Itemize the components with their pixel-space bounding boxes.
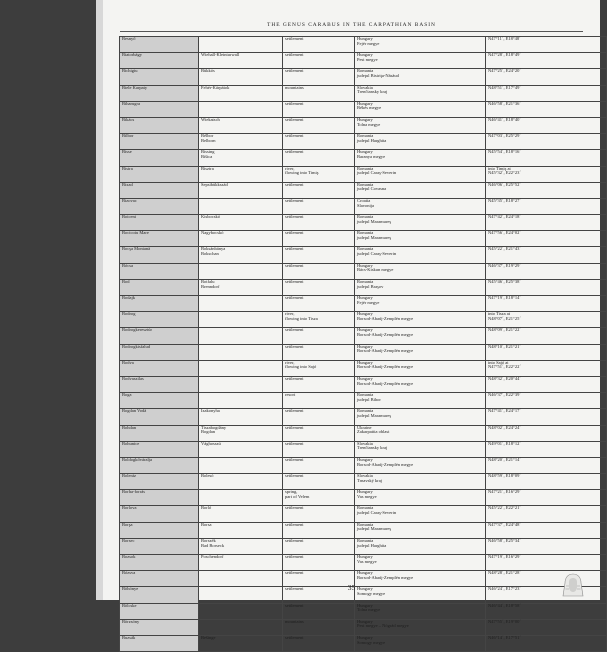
book-page (103, 0, 600, 645)
country-region-cell: Hungary Fejér megye (355, 296, 486, 312)
coordinates-cell: N46°41´, E18°40´ (486, 117, 607, 133)
alternative-names-cell: Kisbocskó (199, 215, 283, 231)
country-region-cell: Romania judeţul Harghita (355, 134, 486, 150)
coordinates-cell: N46°44´, E18°58´ (486, 603, 607, 619)
locality-type-cell: settlement (283, 198, 355, 214)
alternative-names-cell: Izakonyha (199, 409, 283, 425)
alternative-names-cell (199, 619, 283, 635)
locality-name-cell: Bistra (120, 166, 199, 182)
alternative-names-cell (199, 37, 283, 53)
country-region-cell: Slovakia Trnavský kraj (355, 474, 486, 490)
table-row (120, 166, 607, 182)
country-region-cell: Romania judeţul Maramureş (355, 522, 486, 538)
alternative-names-cell: Bisztra (199, 166, 283, 182)
locality-name-cell: Boiceni (120, 215, 199, 231)
running-head: THE GENUS CARABUS IN THE CARPATHIAN BASIN (267, 22, 436, 28)
coordinates-cell: N48°59´, E18°09´ (486, 474, 607, 490)
table-row (120, 457, 607, 473)
coordinates-cell: N48°10´, E21°21´ (486, 344, 607, 360)
locality-name-cell: Bohunice (120, 441, 199, 457)
locality-name-cell: Boldogkőváralja (120, 457, 199, 473)
table-row (120, 425, 607, 441)
country-region-cell: Romania judeţul Maramureş (355, 409, 486, 425)
locality-type-cell: settlement (283, 344, 355, 360)
locality-type-cell: settlement (283, 150, 355, 166)
table-row (120, 263, 607, 279)
coordinates-cell: N46°24´, E17°23´ (486, 587, 607, 603)
locality-type-cell: settlement (283, 571, 355, 587)
country-region-cell: Slovakia Trenčiansky kraj (355, 441, 486, 457)
locality-name-cell: Bodajk (120, 296, 199, 312)
alternative-names-cell (199, 296, 283, 312)
country-region-cell: Hungary Pest megye – Nógrád megye (355, 619, 486, 635)
locality-name-cell: Boleráz (120, 474, 199, 490)
locality-name-cell: Böhönye (120, 587, 199, 603)
locality-name-cell: Bócsa (120, 263, 199, 279)
coordinates-cell: N47°19´, E18°14´ (486, 296, 607, 312)
table-row (120, 490, 607, 506)
page-number: 35 (347, 583, 356, 592)
coordinates-cell: N48°28´, E21°28´ (486, 571, 607, 587)
country-region-cell: Romania judeţul Covasna (355, 182, 486, 198)
alternative-names-cell (199, 263, 283, 279)
table-row (120, 279, 607, 295)
coordinates-cell: N47°28´, E18°49´ (486, 53, 607, 69)
locality-name-cell: Börzsöny (120, 619, 199, 635)
country-region-cell: Romania judeţul Caraş-Severin (355, 247, 486, 263)
locality-type-cell: settlement (283, 134, 355, 150)
locality-name-cell: Bozsok (120, 555, 199, 571)
alternative-names-cell: Borszék Bad Borseck (199, 538, 283, 554)
table-row (120, 344, 607, 360)
locality-table-body (120, 37, 607, 652)
locality-name-cell: Borha-forrás (120, 490, 199, 506)
locality-name-cell: Besnyő (120, 37, 199, 53)
country-region-cell: Hungary Tolna megye (355, 603, 486, 619)
locality-type-cell: settlement (283, 474, 355, 490)
country-region-cell: Hungary Somogy megye (355, 635, 486, 651)
locality-name-cell: Bodrog (120, 312, 199, 328)
alternative-names-cell: Bélbor Belborn (199, 134, 283, 150)
country-region-cell: Hungary Borsod-Abaúj-Zemplén megye (355, 328, 486, 344)
table-row (120, 619, 607, 635)
locality-type-cell: settlement (283, 555, 355, 571)
locality-type-cell: settlement (283, 538, 355, 554)
country-region-cell: Romania judeţul Bihor (355, 393, 486, 409)
locality-type-cell: settlement (283, 231, 355, 247)
alternative-names-cell: Sepsibükkszád (199, 182, 283, 198)
locality-type-cell: settlement (283, 182, 355, 198)
alternative-names-cell: Vághosszú (199, 441, 283, 457)
alternative-names-cell (199, 101, 283, 117)
locality-type-cell: settlement (283, 587, 355, 603)
country-region-cell: Romania judeţul Caraş-Severin (355, 506, 486, 522)
locality-name-cell: Bodva (120, 360, 199, 376)
coordinates-cell: into Tisza at N48°07´, E21°25´ (486, 312, 607, 328)
locality-type-cell: settlement (283, 279, 355, 295)
locality-type-cell: settlement (283, 457, 355, 473)
alternative-names-cell (199, 344, 283, 360)
alternative-names-cell: Poschendorf (199, 555, 283, 571)
alternative-names-cell (199, 198, 283, 214)
locality-table (119, 36, 607, 652)
country-region-cell: Croatia Slavonija (355, 198, 486, 214)
locality-type-cell: settlement (283, 376, 355, 392)
alternative-names-cell: Bešinge (199, 635, 283, 651)
locality-name-cell: Bixad (120, 182, 199, 198)
locality-name-cell: Bózsva (120, 571, 199, 587)
coordinates-cell: N46°58´, E25°34´ (486, 538, 607, 554)
locality-type-cell: settlement (283, 441, 355, 457)
country-region-cell: Slovakia Trenčiansky kraj (355, 85, 486, 101)
table-row (120, 635, 607, 651)
pharaoh-head-logo (560, 572, 586, 598)
locality-name-cell: Bohdan (120, 425, 199, 441)
table-row (120, 117, 607, 133)
locality-name-cell: Boga (120, 393, 199, 409)
coordinates-cell: N47°21´, E16°29´ (486, 490, 607, 506)
table-row (120, 296, 607, 312)
table-row (120, 328, 607, 344)
alternative-names-cell (199, 376, 283, 392)
locality-name-cell: Bodvaszilas (120, 376, 199, 392)
locality-type-cell: settlement (283, 117, 355, 133)
table-row (120, 555, 607, 571)
locality-type-cell: settlement (283, 263, 355, 279)
locality-name-cell: Biele Karpaty (120, 85, 199, 101)
country-region-cell: Hungary Baranya megye (355, 150, 486, 166)
locality-type-cell: settlement (283, 328, 355, 344)
table-row (120, 393, 607, 409)
alternative-names-cell (199, 360, 283, 376)
locality-name-cell: Bikács (120, 117, 199, 133)
alternative-names-cell (199, 393, 283, 409)
coordinates-cell: N45°46´, E25°38´ (486, 279, 607, 295)
locality-type-cell: settlement (283, 247, 355, 263)
coordinates-cell: N46°14´, E17°51´ (486, 635, 607, 651)
table-row (120, 150, 607, 166)
locality-type-cell: mountains (283, 85, 355, 101)
locality-name-cell: Bilbor (120, 134, 199, 150)
locality-type-cell: river, flowing into Sajó (283, 360, 355, 376)
coordinates-cell: N47°03´, E25°29´ (486, 134, 607, 150)
coordinates-cell: N46°37´, E19°29´ (486, 263, 607, 279)
table-row (120, 522, 607, 538)
country-region-cell: Hungary Borsod-Abaúj-Zemplén megye (355, 376, 486, 392)
country-region-cell: Hungary Somogy megye (355, 587, 486, 603)
coordinates-cell: N48°51´, E17°49´ (486, 85, 607, 101)
coordinates-cell: N47°19´, E16°29´ (486, 555, 607, 571)
alternative-names-cell: Nagybocskó (199, 231, 283, 247)
coordinates-cell: N45°22´, E21°43´ (486, 247, 607, 263)
table-row (120, 506, 607, 522)
locality-type-cell: mountains (283, 619, 355, 635)
country-region-cell: Romania judeţul Maramureş (355, 215, 486, 231)
country-region-cell: Romania judeţul Bistriţa-Năsăud (355, 69, 486, 85)
alternative-names-cell (199, 603, 283, 619)
locality-type-cell: resort (283, 393, 355, 409)
table-row (120, 409, 607, 425)
alternative-names-cell (199, 312, 283, 328)
coordinates-cell: N46°58´, E21°36´ (486, 101, 607, 117)
table-row (120, 360, 607, 376)
locality-name-cell: Buzsák (120, 635, 199, 651)
coordinates-cell: N46°06´, E25°52´ (486, 182, 607, 198)
coordinates-cell: N48°20´, E21°14´ (486, 457, 607, 473)
locality-type-cell: settlement (283, 425, 355, 441)
locality-name-cell: Bodrogkeresztúr (120, 328, 199, 344)
locality-name-cell: Bichigiu (120, 69, 199, 85)
locality-name-cell: Biatorbágy (120, 53, 199, 69)
locality-name-cell: Bod (120, 279, 199, 295)
header-rule (120, 31, 583, 32)
table-row (120, 53, 607, 69)
table-row (120, 85, 607, 101)
coordinates-cell: N45°35´, E18°27´ (486, 198, 607, 214)
locality-name-cell: Bocşa Montană (120, 247, 199, 263)
alternative-names-cell: Borsa (199, 522, 283, 538)
locality-name-cell: Bisse (120, 150, 199, 166)
locality-name-cell: Biharugra (120, 101, 199, 117)
alternative-names-cell (199, 457, 283, 473)
country-region-cell: Romania judeţul Braşov (355, 279, 486, 295)
locality-type-cell: settlement (283, 506, 355, 522)
locality-type-cell: settlement (283, 409, 355, 425)
country-region-cell: Romania judeţul Harghita (355, 538, 486, 554)
locality-type-cell: settlement (283, 215, 355, 231)
coordinates-cell: N47°56´, E24°02´ (486, 231, 607, 247)
table-row (120, 215, 607, 231)
coordinates-cell: N47°42´, E24°18´ (486, 215, 607, 231)
table-row (120, 247, 607, 263)
locality-name-cell: Borsec (120, 538, 199, 554)
locality-name-cell: Bocicoiu Mare (120, 231, 199, 247)
coordinates-cell: N45°54´, E18°16´ (486, 150, 607, 166)
locality-name-cell: Bodrogkisfalud (120, 344, 199, 360)
table-row (120, 312, 607, 328)
alternative-names-cell (199, 328, 283, 344)
locality-type-cell: settlement (283, 53, 355, 69)
country-region-cell: Hungary Borsod-Abaúj-Zemplén megye (355, 360, 486, 376)
coordinates-cell: N48°09´, E21°22´ (486, 328, 607, 344)
coordinates-cell: N48°02´, E24°24´ (486, 425, 607, 441)
locality-type-cell: settlement (283, 69, 355, 85)
table-row (120, 37, 607, 53)
coordinates-cell: N47°41´, E24°17´ (486, 409, 607, 425)
coordinates-cell: N47°25´, E24°20´ (486, 69, 607, 85)
country-region-cell: Hungary Pest megye (355, 53, 486, 69)
alternative-names-cell: Tiszabogdány Bogdan (199, 425, 283, 441)
table-row (120, 101, 607, 117)
country-region-cell: Romania judeţul Maramureş (355, 231, 486, 247)
alternative-names-cell: Botfalu Brenndorf (199, 279, 283, 295)
table-row (120, 603, 607, 619)
coordinates-cell: N48°32´, E20°44´ (486, 376, 607, 392)
locality-type-cell: settlement (283, 603, 355, 619)
country-region-cell: Hungary Fejér megye (355, 37, 486, 53)
table-row (120, 182, 607, 198)
coordinates-cell: into Timiş at N45°32´, E22°23´ (486, 166, 607, 182)
country-region-cell: Hungary Borsod-Abaúj-Zemplén megye (355, 344, 486, 360)
locality-type-cell: settlement (283, 635, 355, 651)
country-region-cell: Hungary Vas megye (355, 555, 486, 571)
alternative-names-cell: Borló (199, 506, 283, 522)
country-region-cell: Hungary Vas megye (355, 490, 486, 506)
locality-type-cell: settlement (283, 37, 355, 53)
coordinates-cell: N49°01´, E18°12´ (486, 441, 607, 457)
country-region-cell: Hungary Bács-Kiskun megye (355, 263, 486, 279)
alternative-names-cell: Fehér-Kárpátok (199, 85, 283, 101)
country-region-cell: Romania judeţul Caraş-Severin (355, 166, 486, 182)
coordinates-cell: N46°37´, E22°39´ (486, 393, 607, 409)
table-row (120, 538, 607, 554)
locality-type-cell: settlement (283, 522, 355, 538)
table-row (120, 198, 607, 214)
country-region-cell: Ukraine Zakarpattia oblast (355, 425, 486, 441)
locality-name-cell: Bogdan Vodă (120, 409, 199, 425)
locality-name-cell: Bölcske (120, 603, 199, 619)
table-row (120, 69, 607, 85)
table-row (120, 134, 607, 150)
coordinates-cell: N47°55´, E19°00´ (486, 619, 607, 635)
alternative-names-cell: Wiekatsch (199, 117, 283, 133)
country-region-cell: Hungary Borsod-Abaúj-Zemplén megye (355, 457, 486, 473)
alternative-names-cell: Bissing Bišica (199, 150, 283, 166)
country-region-cell: Hungary Borsod-Abaúj-Zemplén megye (355, 312, 486, 328)
coordinates-cell: into Sajó at N47°51´, E22°22´ (486, 360, 607, 376)
locality-type-cell: settlement (283, 296, 355, 312)
country-region-cell: Hungary Borsod-Abaúj-Zemplén megye (355, 571, 486, 587)
alternative-names-cell: Boksánbánya Bokschan (199, 247, 283, 263)
alternative-names-cell: Wiehall-Kleinturwall (199, 53, 283, 69)
locality-name-cell: Borlova (120, 506, 199, 522)
alternative-names-cell: Bolesó (199, 474, 283, 490)
locality-type-cell: spring, part of Velem (283, 490, 355, 506)
table-row (120, 474, 607, 490)
alternative-names-cell: Bükkös (199, 69, 283, 85)
alternative-names-cell (199, 490, 283, 506)
locality-name-cell: Bizovac (120, 198, 199, 214)
locality-type-cell: settlement (283, 101, 355, 117)
table-row (120, 441, 607, 457)
locality-type-cell: river, flowing into Tisza (283, 312, 355, 328)
locality-name-cell: Borşa (120, 522, 199, 538)
table-row (120, 376, 607, 392)
country-region-cell: Hungary Békés megye (355, 101, 486, 117)
coordinates-cell: N47°37´, E24°48´ (486, 522, 607, 538)
coordinates-cell: N47°11´, E18°48´ (486, 37, 607, 53)
country-region-cell: Hungary Tolna megye (355, 117, 486, 133)
table-row (120, 231, 607, 247)
coordinates-cell: N45°22´, E22°21´ (486, 506, 607, 522)
locality-type-cell: river, flowing into Timiş (283, 166, 355, 182)
